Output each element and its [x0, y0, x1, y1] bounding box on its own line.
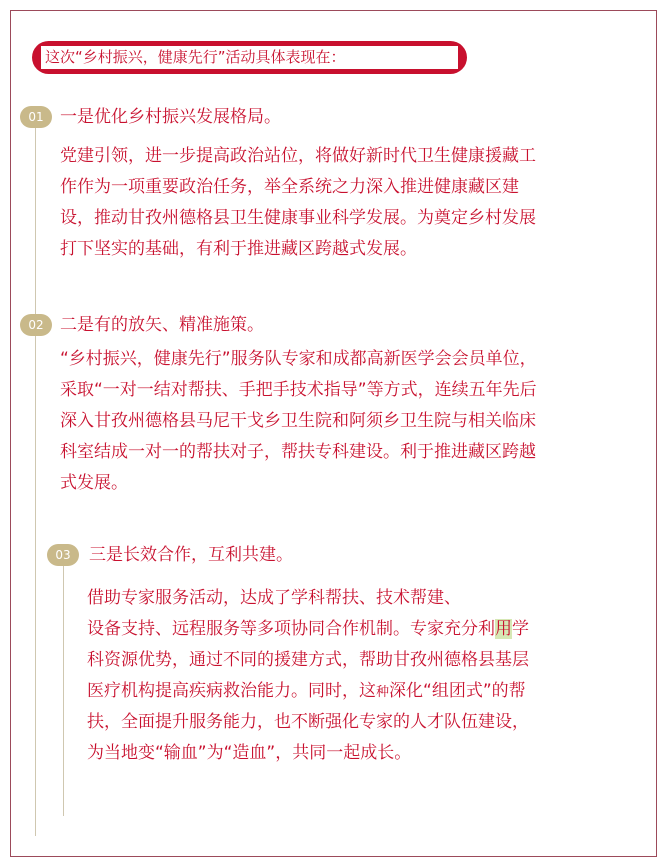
paragraph-line: 党建引领，进一步提高政治站位，将做好新时代卫生健康援藏工: [60, 146, 536, 166]
paragraph-line: 深入甘孜州德格县马尼干戈乡卫生院和阿须乡卫生院与相关临床: [60, 411, 536, 431]
paragraph-line: 打下坚实的基础，有利于推进藏区跨越式发展。: [60, 239, 417, 259]
header-title: 这次“乡村振兴，健康先行”活动具体表现在：: [41, 46, 458, 69]
section-badge: 01: [20, 106, 52, 128]
paragraph-text: 医疗机构提高疾病救治能力。同时，这: [87, 681, 376, 701]
paragraph-text: 设备支持、远程服务等多项协同合作机制。专家充分利: [87, 619, 495, 639]
paragraph-line: 作作为一项重要政治任务，举全系统之力深入推进健康藏区建: [60, 177, 519, 197]
highlighted-char: 用: [495, 619, 512, 639]
paragraph-line: [87, 676, 529, 707]
paragraph-line: 设，推动甘孜州德格县卫生健康事业科学发展。为奠定乡村发展: [60, 208, 536, 228]
section-paragraph: [87, 583, 529, 769]
small-char: 种: [376, 685, 390, 700]
paragraph-line: 扶，全面提升服务能力，也不断强化专家的人才队伍建设，: [87, 712, 529, 732]
section-title: 三是长效合作，互利共建。: [89, 545, 293, 565]
paragraph-line: “乡村振兴，健康先行”服务队专家和成都高新医学会会员单位，: [60, 349, 537, 369]
section-guide-line-inner: [63, 558, 64, 816]
section-badge: 03: [47, 544, 79, 566]
paragraph-text: 学: [512, 619, 529, 639]
section-paragraph: [60, 344, 537, 499]
paragraph-line: 采取“一对一结对帮扶、手把手技术指导”等方式，连续五年先后: [60, 380, 537, 400]
paragraph-text: 深化“组团式”的帮: [389, 681, 526, 701]
section-badge: 02: [20, 314, 52, 336]
paragraph-line: [87, 614, 529, 645]
paragraph-line: 科室结成一对一的帮扶对子，帮扶专科建设。利于推进藏区跨越: [60, 442, 536, 462]
section-title: 二是有的放矢、精准施策。: [60, 315, 264, 335]
section-title: 一是优化乡村振兴发展格局。: [60, 107, 281, 127]
paragraph-line: 为当地变“输血”为“造血”，共同一起成长。: [87, 743, 412, 763]
section-guide-line-outer: [35, 118, 36, 836]
paragraph-line: 借助专家服务活动，达成了学科帮扶、技术帮建、: [87, 588, 461, 608]
header-banner: [32, 41, 467, 74]
section-paragraph: [60, 141, 536, 265]
paragraph-line: 式发展。: [60, 473, 128, 493]
paragraph-line: 科资源优势，通过不同的援建方式，帮助甘孜州德格县基层: [87, 650, 529, 670]
